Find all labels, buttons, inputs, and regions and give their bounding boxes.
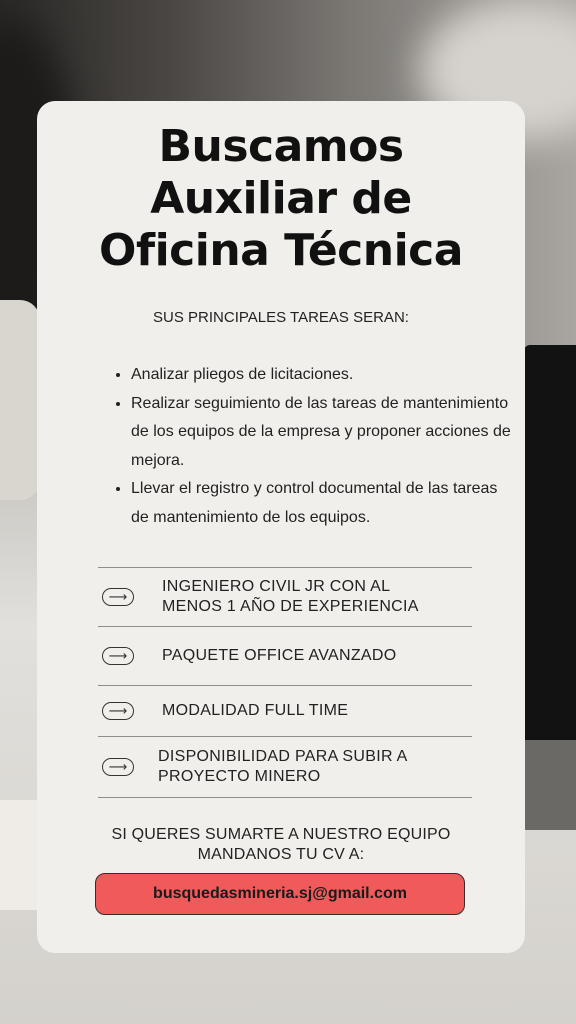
requirement-text	[98, 701, 348, 721]
requirement-line: DISPONIBILIDAD PARA SUBIR A	[158, 748, 408, 765]
requirement-line: MENOS 1 AÑO DE EXPERIENCIA	[162, 598, 419, 615]
background-cup	[0, 300, 40, 500]
email-button[interactable]: busquedasmineria.sj@gmail.com	[95, 873, 465, 915]
arrow-right-icon: ⟶	[102, 588, 134, 606]
requirement-row	[98, 685, 472, 736]
requirement-row	[98, 626, 472, 685]
task-item: • Realizar seguimiento de las tareas de mantenimiento de los equipos de la empresa y proponer acciones de mejora.	[131, 390, 511, 476]
tasks-list	[97, 361, 511, 532]
requirement-text	[98, 577, 419, 617]
job-title-line-3: Oficina Técnica	[99, 225, 463, 276]
task-item: • Analizar pliegos de licitaciones.	[131, 361, 511, 390]
background-laptop-screen	[524, 345, 576, 765]
arrow-right-icon: ⟶	[102, 758, 134, 776]
cta-line-2: MANDANOS TU CV A:	[197, 846, 365, 863]
arrow-right-icon: ⟶	[102, 702, 134, 720]
job-post-card	[37, 101, 525, 953]
requirement-line: PAQUETE OFFICE AVANZADO	[162, 647, 397, 664]
arrow-right-icon: ⟶	[102, 647, 134, 665]
requirement-line: MODALIDAD FULL TIME	[162, 702, 349, 719]
job-title-line-1: Buscamos	[158, 121, 404, 172]
call-to-action	[37, 825, 525, 865]
requirement-line: INGENIERO CIVIL JR CON AL	[162, 578, 391, 595]
background-laptop-keyboard	[520, 740, 576, 830]
requirement-text	[98, 646, 397, 666]
requirement-line: PROYECTO MINERO	[158, 768, 321, 785]
cta-line-1: SI QUERES SUMARTE A NUESTRO EQUIPO	[111, 826, 451, 843]
requirements-list	[98, 567, 472, 798]
job-title	[37, 121, 525, 277]
requirement-row	[98, 567, 472, 626]
task-item: • Llevar el registro y control documental de las tareas de mantenimiento de los equipos.	[131, 475, 511, 532]
requirement-row	[98, 736, 472, 798]
tasks-heading: SUS PRINCIPALES TAREAS SERAN:	[153, 309, 409, 326]
job-title-line-2: Auxiliar de	[150, 173, 412, 224]
requirement-text	[98, 747, 408, 787]
